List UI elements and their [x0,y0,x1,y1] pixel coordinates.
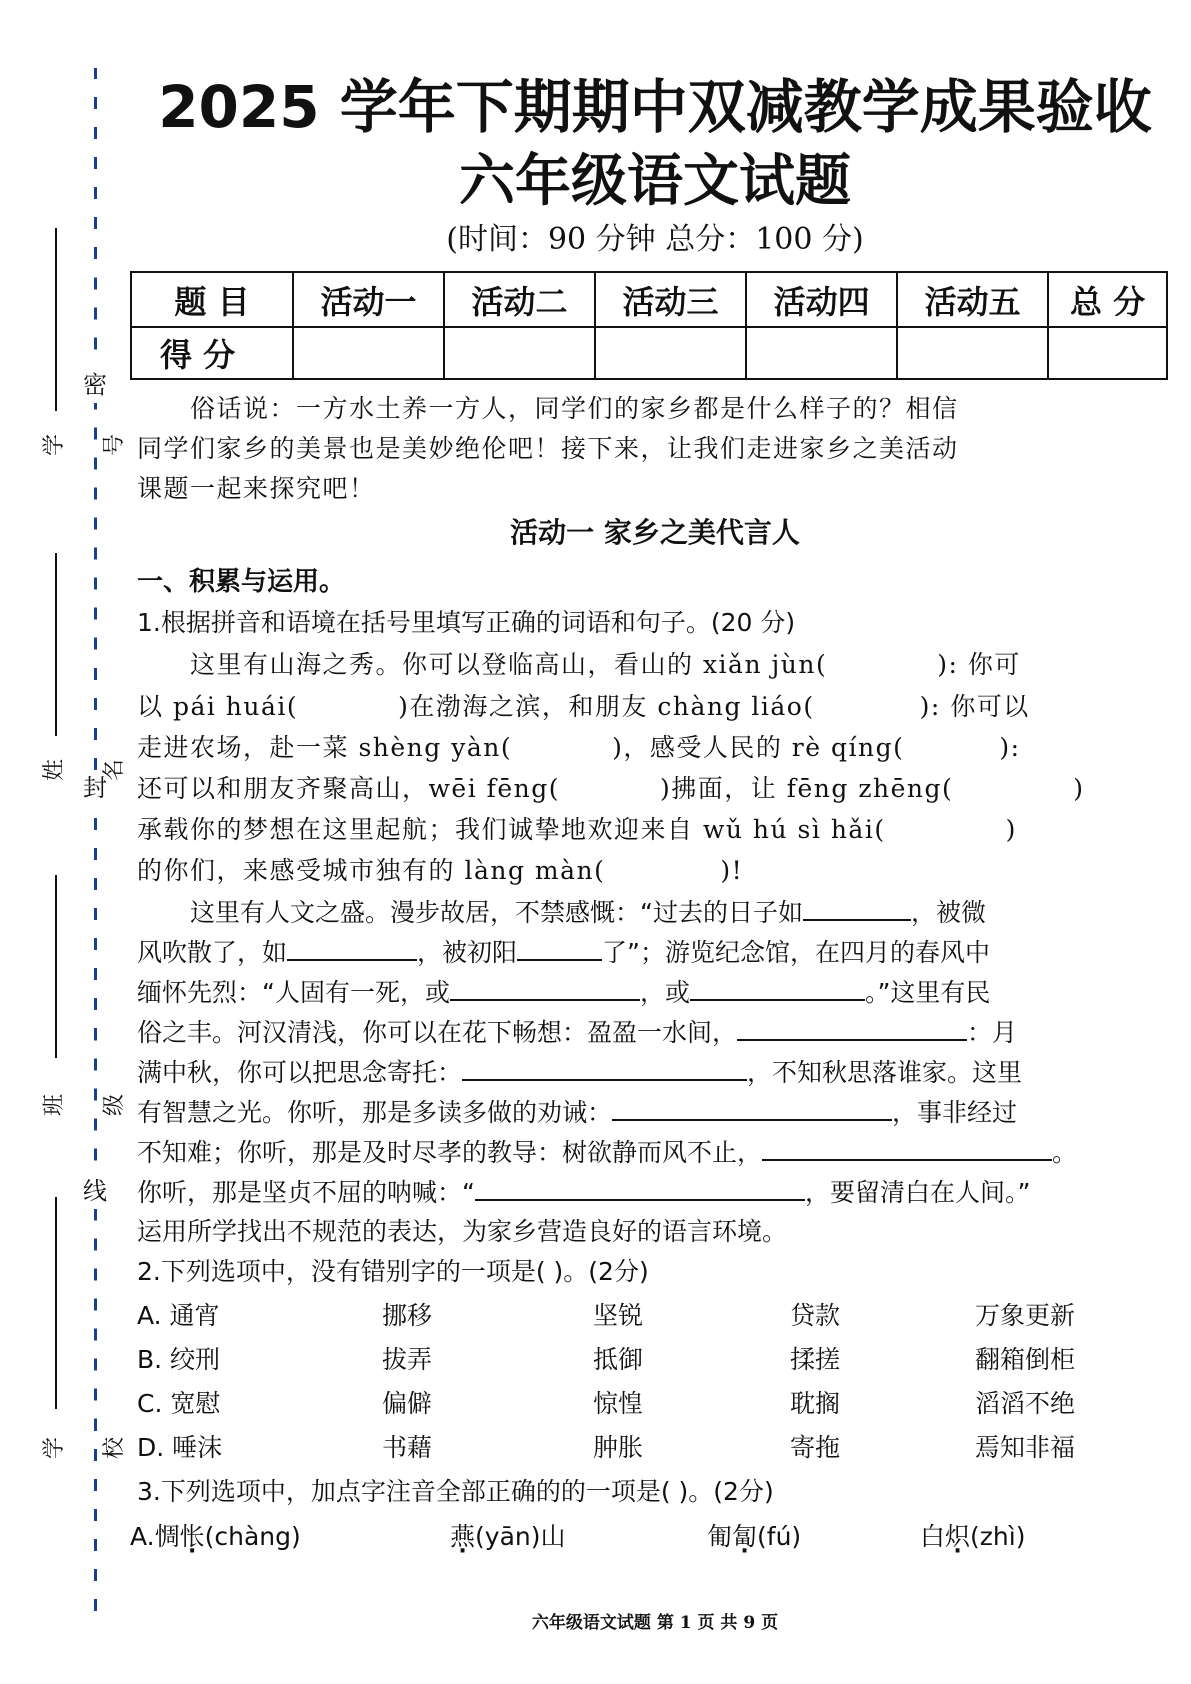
fill-line-9: 运用所学找出不规范的表达，为家乡营造良好的语言环境。 [137,1217,788,1246]
page-footer: 六年级语文试题 第 1 页 共 9 页 [531,1613,779,1633]
fill-line-6-text-b: ，事非经过 [892,1098,1018,1127]
answer-blank-fill-6[interactable] [737,1017,967,1041]
answer-blank-fill-3[interactable] [517,937,602,961]
q2-option-b-label: B. 绞刑 [137,1345,221,1374]
seal-char-mi: 密 [82,367,108,403]
seal-char-feng: 封 [82,770,108,806]
q3-dotted-char: 怅 [179,1522,205,1551]
score-table-header-cell: 活动三 [595,272,746,327]
class-fill-line[interactable] [55,875,57,1058]
fill-line-5-text-a: 满中秋，你可以把思念寄托： [137,1058,463,1087]
q2-option-d-label: D. 唾沫 [137,1433,223,1462]
q2-option-c-label: C. 宽慰 [137,1389,221,1418]
answer-blank-fill-9[interactable] [762,1137,1052,1161]
q3-item [920,1522,1025,1552]
q1-line-3-text-c: ): [999,733,1021,762]
q3-item-pre: A.惆 [130,1522,180,1551]
answer-blank-fill-1[interactable] [803,897,911,921]
answer-blank-fill-10[interactable] [475,1177,805,1201]
q2-option-word: 贷款 [790,1301,841,1330]
q2-option-word: 挪移 [382,1301,433,1330]
score-table-header-cell: 题 目 [131,272,293,327]
q2-option-word: 拔弄 [382,1345,433,1374]
binding-dashed-line [94,68,97,1623]
q1-line-1 [190,650,1021,680]
q1-line-3-text-a: 走进农场，赴一菜 shèng yàn( [137,733,513,762]
answer-blank-fill-4[interactable] [450,977,640,1001]
q2-option-word: 揉搓 [790,1345,841,1374]
q2-option-word: 焉知非福 [975,1433,1076,1462]
fill-line-6-text-a: 有智慧之光。你听，那是多读多做的劝诫： [137,1098,613,1127]
fill-line-5 [137,1057,1022,1088]
exam-title-line2: 六年级语文试题 [459,149,851,214]
intro-line-1: 俗话说：一方水土养一方人，同学们的家乡都是什么样子的？相信 [190,394,959,423]
q1-line-5-text-b: ) [1005,815,1017,844]
intro-line-3: 课题一起来探究吧！ [137,474,376,503]
q1-line-6-text-b: )! [720,856,744,885]
score-table-score-row [131,327,1167,379]
fill-line-2-text-a: 风吹散了，如 [137,938,288,967]
fill-line-6 [137,1097,1017,1128]
q3-item-post: (zhì) [970,1522,1026,1551]
q3-item-post: (fú) [757,1522,802,1551]
q2-option-a-label: A. 通宵 [137,1301,220,1330]
class-label: 班级 [42,1094,127,1117]
fill-line-3 [137,977,990,1008]
q2-option-word: 寄拖 [790,1433,841,1462]
exam-time-and-score: (时间：90 分钟 总分：100 分) [446,222,864,257]
q1-line-6 [137,856,743,886]
score-table-header-cell: 活动四 [746,272,897,327]
school-fill-line[interactable] [55,1197,57,1409]
q3-item-pre: 匍 [707,1522,733,1551]
score-cell-activity1[interactable] [293,327,444,379]
q2-option-word: 耽搁 [790,1389,841,1418]
q1-line-1-text: 这里有山海之秀。你可以登临高山，看山的 xiǎn jùn( [190,650,828,679]
fill-line-8-text-b: ，要留清白在人间。” [804,1178,1031,1207]
q3-prompt: 3.下列选项中，加点字注音全部正确的的一项是( )。(2分) [137,1477,774,1506]
fill-line-2 [137,937,990,968]
q1-line-4-text-a: 还可以和朋友齐聚高山，wēi fēng( [137,774,561,803]
fill-line-3-text-a: 缅怀先烈：“人固有一死，或 [137,978,450,1007]
fill-line-4-text-a: 俗之丰。河汉清浅，你可以在花下畅想：盈盈一水间， [137,1018,738,1047]
score-table [130,271,1168,380]
answer-blank-fill-8[interactable] [612,1097,892,1121]
activity1-heading: 活动一 家乡之美代言人 [510,516,800,549]
q2-option-word: 惊惶 [593,1389,644,1418]
intro-line-2: 同学们家乡的美景也是美妙绝伦吧！接下来，让我们走进家乡之美活动 [137,434,959,463]
fill-line-2-text-b: ，被初阳 [417,938,518,967]
q2-option-word: 抵御 [593,1345,644,1374]
q3-item-post: (yān)山 [475,1522,566,1551]
score-table-header-row [131,272,1167,327]
fill-line-5-text-b: ，不知秋思落谁家。这里 [747,1058,1023,1087]
q1-line-4-text-c: ) [1073,774,1085,803]
fill-line-7-text-b: 。 [1052,1138,1078,1167]
q1-line-5 [137,815,1017,845]
fill-line-3-text-c: 。”这里有民 [864,978,991,1007]
q1-line-4-text-b: )拂面，让 fēng zhēng( [660,774,954,803]
q1-line-6-text-a: 的你们，来感受城市独有的 làng màn( [137,856,606,885]
q1-line-2-text-a: 以 pái huái( [137,692,299,721]
fill-line-3-text-b: ，或 [639,978,690,1007]
q2-option-word: 坚锐 [593,1301,644,1330]
fill-line-4 [137,1017,1017,1048]
q2-option-word: 翻箱倒柜 [975,1345,1076,1374]
fill-line-2-text-c: 了”；游览纪念馆，在四月的春风中 [602,938,990,967]
q1-line-2-text-c: ): 你可以 [919,692,1030,721]
q1-line-1-text-b: ): 你可 [937,650,1021,679]
q1-line-4 [137,774,1085,804]
q3-item [450,1522,565,1552]
student-id-fill-line[interactable] [55,228,57,411]
school-label: 学校 [42,1437,127,1460]
q3-item [130,1522,301,1552]
seal-char-xian: 线 [82,1173,108,1209]
q3-dotted-char: 炽 [945,1522,971,1551]
fill-line-4-text-b: ：月 [967,1018,1018,1047]
score-cell-activity4[interactable] [746,327,897,379]
fill-line-1-text-a: 这里有人文之盛。漫步故居，不禁感慨：“过去的日子如 [190,898,803,927]
score-table-header-cell: 活动五 [897,272,1048,327]
q2-option-word: 偏僻 [382,1389,433,1418]
q3-item-post: (chàng) [204,1522,301,1551]
q2-option-word: 肿胀 [593,1433,644,1462]
q2-option-word: 万象更新 [975,1301,1076,1330]
q2-option-word: 滔滔不绝 [975,1389,1076,1418]
fill-line-1-text-b: ，被微 [910,898,986,927]
fill-line-8-text-a: 你听，那是坚贞不屈的呐喊：“ [137,1178,475,1207]
q3-dotted-char: 匐 [732,1522,758,1551]
q1-line-2-text-b: )在渤海之滨，和朋友 chàng liáo( [398,692,815,721]
answer-blank-fill-2[interactable] [287,937,417,961]
score-table-header-cell: 活动二 [444,272,595,327]
exam-title-line1: 2025 学年下期期中双减教学成果验收 [158,73,1152,141]
score-cell-activity5[interactable] [897,327,1048,379]
answer-blank-fill-5[interactable] [690,977,865,1001]
q3-item-pre: 白 [920,1522,946,1551]
q1-line-2 [137,692,1030,722]
fill-line-8 [137,1177,1030,1208]
score-table-header-cell: 活动一 [293,272,444,327]
q1-line-3-text-b: )，感受人民的 rè qíng( [612,733,905,762]
student-id-label: 学号 [42,434,127,457]
answer-blank-fill-7[interactable] [462,1057,747,1081]
q1-prompt: 1.根据拼音和语境在括号里填写正确的词语和句子。(20 分) [137,608,796,637]
score-cell-activity2[interactable] [444,327,595,379]
q1-line-5-text-a: 承载你的梦想在这里起航；我们诚挚地欢迎来自 wǔ hú sì hǎi( [137,815,886,844]
q3-item [707,1522,801,1552]
section-title: 一、积累与运用。 [137,567,346,597]
fill-line-7-text-a: 不知难；你听，那是及时尽孝的教导：树欲静而风不止， [137,1138,763,1167]
fill-line-1 [190,897,986,928]
score-table-header-cell: 总 分 [1048,272,1167,327]
q2-prompt: 2.下列选项中，没有错别字的一项是( )。(2分) [137,1257,649,1286]
q3-dotted-char: 燕 [450,1522,476,1551]
score-row-label: 得 分 [131,327,293,379]
score-cell-total[interactable] [1048,327,1167,379]
name-fill-line[interactable] [55,553,57,736]
score-cell-activity3[interactable] [595,327,746,379]
q2-option-word: 书藉 [382,1433,433,1462]
name-label: 姓名 [42,759,127,782]
fill-line-7 [137,1137,1077,1168]
q1-line-3 [137,733,1021,763]
